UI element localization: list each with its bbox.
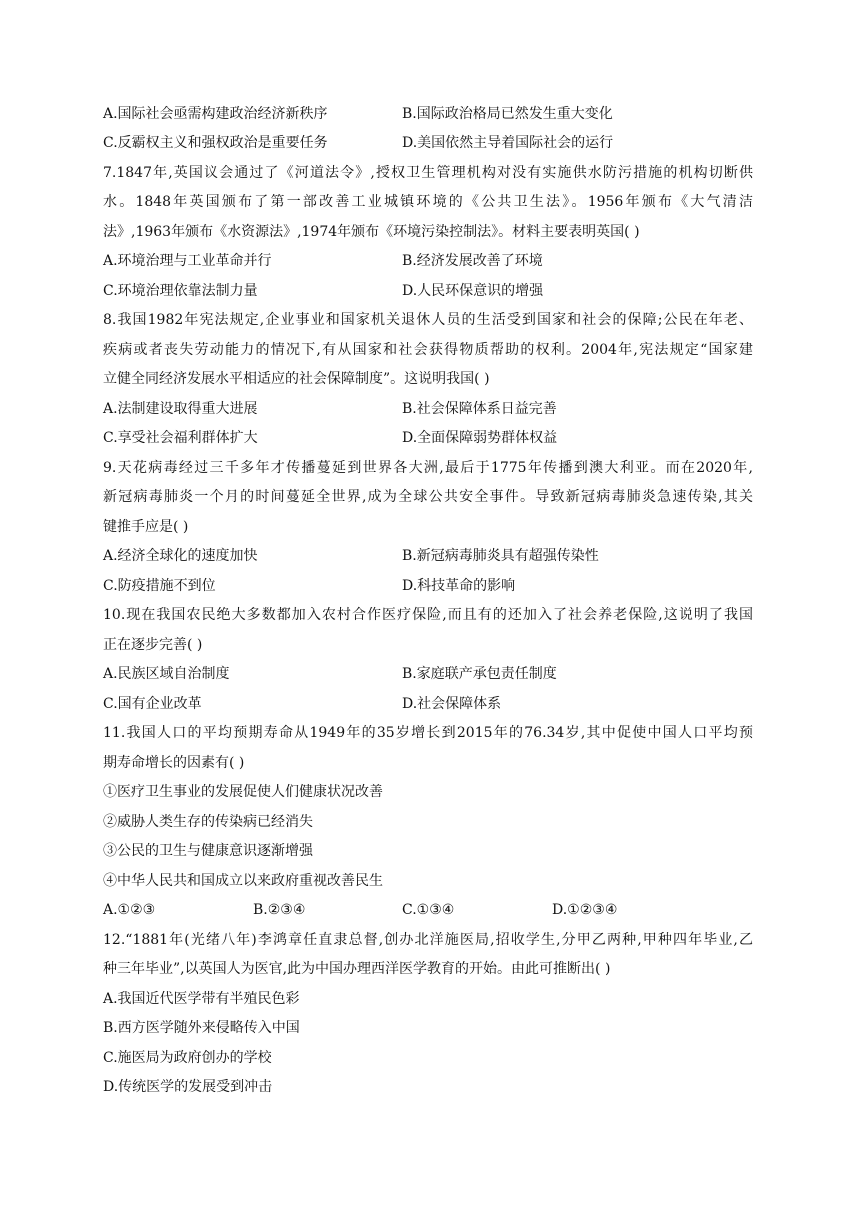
q8-stem-line-2: 疾病或者丧失劳动能力的情况下,有从国家和社会获得物质帮助的权利。2004年,宪法规定“国家建: [103, 342, 753, 358]
q12-option-d[interactable]: D.传统医学的发展受到冲击: [103, 1079, 273, 1095]
q8-stem-line-1: 8.我国1982年宪法规定,企业事业和国家机关退休人员的生活受到国家和社会的保障;公民在年老、: [103, 312, 753, 328]
q10-option-d[interactable]: D.社会保障体系: [402, 696, 502, 712]
q10-stem-line-2: 正在逐步完善( ): [103, 637, 203, 653]
q7-option-a[interactable]: A.环境治理与工业革命并行: [103, 253, 272, 269]
q11-item-1: ①医疗卫生事业的发展促使人们健康状况改善: [103, 784, 383, 800]
q11-stem-line-2: 期寿命增长的因素有( ): [103, 755, 245, 771]
q7-option-c[interactable]: C.环境治理依靠法制力量: [103, 283, 258, 299]
q8-option-a[interactable]: A.法制建设取得重大进展: [103, 401, 258, 417]
q7-option-d[interactable]: D.人民环保意识的增强: [402, 283, 544, 299]
q9-option-c[interactable]: C.防疫措施不到位: [103, 578, 216, 594]
q11-item-3: ③公民的卫生与健康意识逐渐增强: [103, 843, 313, 859]
q8-option-c[interactable]: C.享受社会福利群体扩大: [103, 430, 258, 446]
q12-option-c[interactable]: C.施医局为政府创办的学校: [103, 1050, 272, 1066]
q6-option-a[interactable]: A.国际社会亟需构建政治经济新秩序: [103, 106, 328, 122]
q12-option-b[interactable]: B.西方医学随外来侵略传入中国: [103, 1020, 300, 1036]
q6-option-d[interactable]: D.美国依然主导着国际社会的运行: [402, 135, 614, 151]
q6-option-b[interactable]: B.国际政治格局已然发生重大变化: [402, 106, 613, 122]
q11-option-b[interactable]: B.②③④: [253, 902, 306, 918]
q10-stem-line-1: 10.现在我国农民绝大多数都加入农村合作医疗保险,而且有的还加入了社会养老保险,这说明了我国: [103, 607, 753, 623]
q8-stem-line-3: 立健全同经济发展水平相适应的社会保障制度”。这说明我国( ): [103, 371, 490, 387]
q7-stem-line-2: 水。1848年英国颁布了第一部改善工业城镇环境的《公共卫生法》。1956年颁布《大气清洁: [103, 194, 753, 210]
q8-option-d[interactable]: D.全面保障弱势群体权益: [402, 430, 558, 446]
q9-stem-line-1: 9.天花病毒经过三千多年才传播蔓延到世界各大洲,最后于1775年传播到澳大利亚。而在2020年,: [103, 460, 753, 476]
q10-option-c[interactable]: C.国有企业改革: [103, 696, 202, 712]
q9-stem-line-3: 键推手应是( ): [103, 519, 189, 535]
q7-stem-line-1: 7.1847年,英国议会通过了《河道法令》,授权卫生管理机构对没有实施供水防污措施的机构切断供: [103, 165, 753, 181]
q12-stem-line-2: 种三年毕业”,以英国人为医官,此为中国办理西洋医学教育的开始。由此可推断出( ): [103, 961, 611, 977]
q9-option-a[interactable]: A.经济全球化的速度加快: [103, 548, 258, 564]
q12-stem-line-1: 12.“1881年(光绪八年)李鸿章任直隶总督,创办北洋施医局,招收学生,分甲乙两种,甲种四年毕业,乙: [103, 932, 753, 948]
q8-option-b[interactable]: B.社会保障体系日益完善: [402, 401, 557, 417]
q9-option-d[interactable]: D.科技革命的影响: [402, 578, 516, 594]
q10-option-b[interactable]: B.家庭联产承包责任制度: [402, 666, 557, 682]
q10-option-a[interactable]: A.民族区域自治制度: [103, 666, 230, 682]
q11-option-c[interactable]: C.①③④: [402, 902, 455, 918]
q7-stem-line-3: 法》,1963年颁布《水资源法》,1974年颁布《环境污染控制法》。材料主要表明英国( ): [103, 224, 640, 240]
q11-item-2: ②威胁人类生存的传染病已经消失: [103, 814, 313, 830]
q7-option-b[interactable]: B.经济发展改善了环境: [402, 253, 543, 269]
q9-option-b[interactable]: B.新冠病毒肺炎具有超强传染性: [402, 548, 599, 564]
q9-stem-line-2: 新冠病毒肺炎一个月的时间蔓延全世界,成为全球公共安全事件。导致新冠病毒肺炎急速传染,其关: [103, 489, 753, 505]
q11-option-d[interactable]: D.①②③④: [552, 902, 618, 918]
q12-option-a[interactable]: A.我国近代医学带有半殖民色彩: [103, 991, 300, 1007]
q11-option-a[interactable]: A.①②③: [103, 902, 156, 918]
q11-item-4: ④中华人民共和国成立以来政府重视改善民生: [103, 873, 383, 889]
q6-option-c[interactable]: C.反霸权主义和强权政治是重要任务: [103, 135, 328, 151]
q11-stem-line-1: 11.我国人口的平均预期寿命从1949年的35岁增长到2015年的76.34岁,其中促使中国人口平均预: [103, 725, 753, 741]
